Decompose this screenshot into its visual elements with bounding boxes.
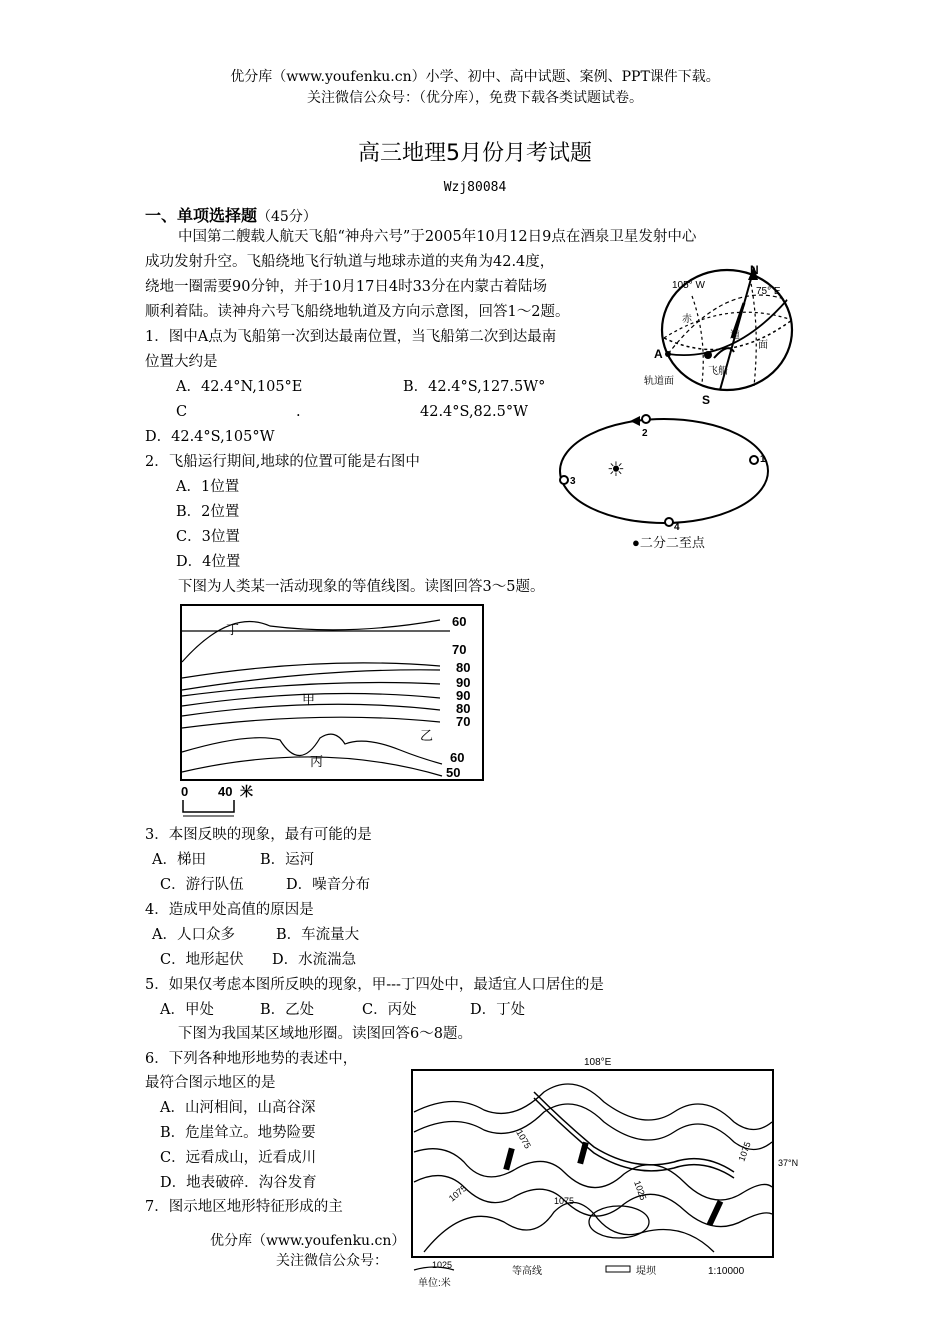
q5-stem: 5．如果仅考虑本图所反映的现象，甲---丁四处中，最适宜人口居住的是 [145, 977, 604, 993]
intro-line-4: 顺利着陆。读神舟六号飞船绕地轨道及方向示意图，回答1～2题。 [145, 304, 570, 320]
footer-line-1: 优分库（www.youfenku.cn） [210, 1233, 406, 1249]
q2-stem: 2．飞船运行期间,地球的位置可能是右图中 [145, 454, 420, 470]
point-a-label: A [654, 347, 663, 361]
q2-option-c: C．3位置 [176, 529, 240, 545]
q6-option-d: D．地表破碎．沟谷发育 [160, 1175, 317, 1191]
q3-option-c: C．游行队伍 [160, 877, 244, 893]
contour-1075-c: 1075 [446, 1182, 469, 1204]
q2-option-d: D．4位置 [176, 554, 241, 570]
iso-label-60-top: 60 [452, 614, 467, 629]
position-4-label: 4 [674, 522, 680, 533]
header-line-1: 优分库（www.youfenku.cn）小学、初中、高中试题、案例、PPT课件下载。 [230, 69, 720, 85]
label-bing: 丙 [310, 754, 324, 769]
q1-option-c-dot: . [296, 404, 301, 420]
lat-label: 37°N [778, 1158, 799, 1168]
legend-scale: 1:10000 [708, 1266, 745, 1277]
page-title: 高三地理5月份月考试题 [358, 141, 592, 166]
earth-orbit-figure [554, 408, 784, 558]
ship-label: 飞船 [708, 366, 728, 377]
q5-option-c: C．丙处 [362, 1002, 417, 1018]
q5-option-a: A．甲处 [160, 1002, 214, 1018]
sun-icon: ☀ [607, 459, 625, 481]
dam-2 [577, 1142, 588, 1165]
q2-option-a: A．1位置 [176, 479, 240, 495]
south-label: S [702, 393, 711, 407]
iso-label-60-b: 60 [450, 750, 465, 765]
q4-option-d: D．水流湍急 [272, 952, 357, 968]
footer-line-2: 关注微信公众号： [276, 1253, 388, 1269]
header-line-2: 关注微信公众号：（优分库），免费下载各类试题试卷。 [307, 90, 643, 106]
position-2-label: 2 [642, 428, 648, 439]
contour-1075-b: 1075 [736, 1140, 753, 1163]
position-2-dot [642, 415, 650, 423]
q4-stem: 4．造成甲处高值的原因是 [145, 902, 314, 918]
q6-stem-1: 6．下列各种地形地势的表述中， [145, 1051, 358, 1067]
q6-option-a: A．山河相间，山高谷深 [160, 1100, 316, 1116]
q1-stem-1: 1．图中A点为飞船第一次到达最南位置，当飞船第二次到达最南 [145, 329, 557, 345]
dam-3 [707, 1200, 723, 1226]
equator-char-3: 面 [758, 340, 768, 351]
q2-option-b: B．2位置 [176, 504, 240, 520]
north-label: N [750, 263, 759, 277]
label-yi: 乙 [420, 728, 434, 743]
q1-option-a: A．42.4°N,105°E [176, 379, 303, 395]
ship-dot [704, 351, 712, 359]
scale-40-label: 40 [218, 784, 233, 799]
position-3-dot [560, 476, 568, 484]
q3-stem: 3．本图反映的现象，最有可能的是 [145, 827, 372, 843]
legend-dam-symbol [606, 1266, 630, 1272]
q4-option-b: B．车流量大 [276, 927, 360, 943]
iso-label-70: 70 [452, 642, 467, 657]
position-1-dot [750, 456, 758, 464]
meridian-w [692, 296, 703, 383]
lon-label: 108°E [584, 1057, 612, 1068]
scale-0-label: 0 [181, 784, 189, 799]
iso-label-80-b: 80 [456, 701, 471, 716]
legend-contour-label: 等高线 [512, 1266, 542, 1277]
position-4-dot [665, 518, 673, 526]
scale-unit-label: 米 [240, 784, 254, 799]
scale-bar [183, 800, 234, 812]
q3-option-d: D．噪音分布 [286, 877, 371, 893]
point-a-dot [665, 351, 671, 357]
contour-1025: 1025 [632, 1179, 649, 1202]
intro-line-2: 成功发射升空。飞船绕地飞行轨道与地球赤道的夹角为42.4度， [145, 254, 555, 270]
isoline-figure [170, 600, 490, 820]
iso-label-90-b: 90 [456, 688, 471, 703]
q1-option-d: D．42.4°S,105°W [145, 429, 275, 445]
q5-option-b: B．乙处 [260, 1002, 315, 1018]
dam-1 [503, 1148, 514, 1171]
equator-char-1: 赤 [682, 314, 692, 325]
equator-char-2: 道 [730, 330, 740, 341]
orbit-plane-label: 轨道面 [644, 376, 674, 387]
position-1-label: 1 [760, 454, 766, 465]
q6-option-c: C．远看成山，近看成川 [160, 1150, 317, 1166]
q5-option-d: D．丁处 [470, 1002, 526, 1018]
q3-option-a: A．梯田 [152, 852, 206, 868]
position-3-label: 3 [570, 476, 576, 487]
lon-w-label: 105° W [672, 280, 705, 291]
contour-1075-a: 1075 [514, 1128, 533, 1151]
orbit-globe-figure [632, 258, 812, 408]
intro-line-3: 绕地一圈需要90分钟，并于10月17日4时33分在内蒙古着陆场 [145, 279, 548, 295]
label-ding: 丁 [226, 622, 240, 637]
iso-label-80: 80 [456, 660, 471, 675]
q6-option-b: B．危崖耸立。地势险要 [160, 1125, 316, 1141]
doc-code: Wzj80084 [443, 180, 507, 195]
q1-option-c-label: C [176, 404, 188, 420]
q7-stem: 7．图示地区地形特征形成的主 [145, 1199, 343, 1215]
iso-label-50: 50 [446, 765, 461, 780]
section-heading: 一、单项选择题（45分） [145, 206, 317, 225]
intro-line-1: 中国第二艘载人航天飞船“神舟六号”于2005年10月12日9点在酒泉卫星发射中心 [178, 229, 697, 245]
orbit-ellipse [560, 419, 768, 523]
intro-3: 下图为我国某区域地形圈。读图回答6～8题。 [178, 1026, 472, 1042]
q4-option-c: C．地形起伏 [160, 952, 244, 968]
lon-e-label: 75° E [756, 286, 781, 297]
intro-2: 下图为人类某一活动现象的等值线图。读图回答3～5题。 [178, 579, 545, 595]
orbit-direction-arrow [630, 416, 640, 426]
iso-label-90: 90 [456, 675, 471, 690]
iso-label-70-b: 70 [456, 714, 471, 729]
unit-label: 单位:米 [418, 1278, 451, 1287]
q1-option-c: 42.4°S,82.5°W [420, 404, 528, 420]
q6-stem-2: 最符合图示地区的是 [145, 1075, 276, 1091]
q3-option-b: B．运河 [260, 852, 315, 868]
q4-option-a: A．人口众多 [152, 927, 235, 943]
equinox-legend: ●二分二至点 [632, 535, 705, 550]
contour-1075-d: 1075 [554, 1196, 575, 1206]
legend-dam-label: 堤坝 [636, 1266, 656, 1277]
legend-contour-value: 1025 [432, 1260, 453, 1270]
label-jia: 甲 [302, 692, 316, 707]
topo-map-figure [404, 1052, 824, 1287]
orbit-front [668, 300, 787, 355]
q1-stem-2: 位置大约是 [145, 354, 218, 370]
q1-option-b: B．42.4°S,127.5W° [403, 379, 546, 395]
